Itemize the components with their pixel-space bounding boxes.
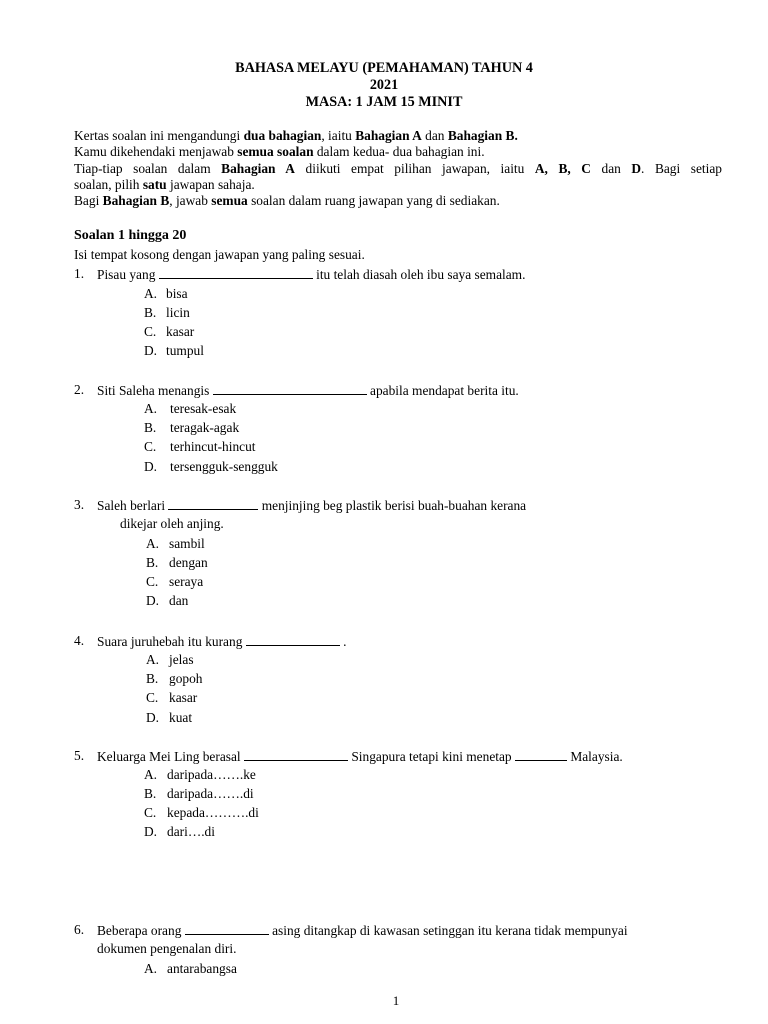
question-text: itu telah diasah oleh ibu saya semalam. [312,267,526,282]
question-6-continuation: dokumen pengenalan diri. [97,941,237,956]
option-text: dan [169,593,189,608]
instruction-text: . Bagi setiap [641,161,723,176]
question-text: apabila mendapat berita itu. [366,383,519,398]
answer-blank [159,266,313,279]
option-text: kasar [166,324,195,339]
instruction-emphasis: Bahagian B. [447,128,518,143]
question-text: Suara juruhebah itu kurang [97,634,246,649]
option-letter: B. [146,671,159,686]
option-text: antarabangsa [167,961,237,976]
question-text: . [339,634,347,649]
document-title: BAHASA MELAYU (PEMAHAMAN) TAHUN 4 [235,60,533,76]
option-letter: C. [144,324,157,339]
instruction-emphasis: Bahagian A [355,128,422,143]
question-text: Malaysia. [566,749,623,764]
question-text: Saleh berlari [97,498,169,513]
question-2-stem [97,382,519,399]
option-letter: B. [144,786,157,801]
option-letter: A. [144,401,158,416]
instruction-emphasis: A, B, C [534,161,591,176]
option-text: seraya [169,574,204,589]
option-letter: C. [144,805,157,820]
question-text: Keluarga Mei Ling berasal [97,749,244,764]
question-text: Singapura tetapi kini menetap [348,749,515,764]
instruction-text: dalam kedua- dua bahagian ini. [313,144,485,159]
question-1-stem [97,266,525,283]
instruction-text: diikuti empat pilihan jawapan, iaitu [294,161,535,176]
option-letter: A. [146,536,160,551]
option-letter: D. [146,710,160,725]
instruction-text: , jawab [169,193,212,208]
option-letter: D. [146,593,160,608]
question-text: Beberapa orang [97,923,185,938]
option-letter: A. [146,652,160,667]
option-letter: A. [144,286,158,301]
document-year: 2021 [369,77,399,93]
question-text: asing ditangkap di kawasan setinggan itu kerana tidak mempunyai [268,923,628,938]
instruction-emphasis: dua bahagian [243,128,322,143]
instruction-emphasis: semua [211,193,248,208]
question-number: 6. [74,922,85,937]
option-letter: C. [146,690,159,705]
instruction-text: , iaitu [321,128,356,143]
question-text: Pisau yang [97,267,159,282]
instruction-text: dan [421,128,448,143]
instruction-line-1 [74,128,518,144]
question-3-continuation: dikejar oleh anjing. [120,516,224,531]
question-number: 3. [74,497,85,512]
instruction-text: dan [590,161,632,176]
option-letter: D. [144,459,158,474]
option-letter: B. [146,555,159,570]
instruction-line-2 [74,144,485,160]
section-title: Soalan 1 hingga 20 [74,228,187,243]
question-6-stem [97,922,628,939]
option-text: licin [166,305,190,320]
option-text: kuat [169,710,193,725]
option-text: tumpul [166,343,204,358]
option-letter: B. [144,420,157,435]
option-text: daripada…….ke [167,767,256,782]
instruction-line-5 [74,193,500,209]
option-text: tersengguk-sengguk [170,459,278,474]
question-5-stem [97,748,623,765]
option-text: teresak-esak [170,401,237,416]
option-text: daripada…….di [167,786,254,801]
question-number: 2. [74,382,85,397]
question-number: 1. [74,266,85,281]
question-text: menjinjing beg plastik berisi buah-buahan kerana [258,498,527,513]
option-text: bisa [166,286,188,301]
instruction-text: soalan dalam ruang jawapan yang di sediakan. [247,193,500,208]
instruction-text: jawapan sahaja. [166,177,255,192]
question-text: Siti Saleha menangis [97,383,213,398]
option-text: sambil [169,536,205,551]
document-duration: MASA: 1 JAM 15 MINIT [305,94,463,110]
option-text: kepada……….di [167,805,259,820]
option-letter: D. [144,343,158,358]
section-instruction: Isi tempat kosong dengan jawapan yang paling sesuai. [74,247,365,262]
instruction-emphasis: Bahagian B [102,193,170,208]
question-4-stem [97,633,346,650]
instruction-text: soalan, pilih [74,177,143,192]
instruction-line-4 [74,177,255,193]
option-text: teragak-agak [170,420,240,435]
option-text: jelas [169,652,194,667]
option-text: dari….di [167,824,215,839]
option-text: kasar [169,690,198,705]
option-letter: A. [144,767,158,782]
option-text: dengan [169,555,208,570]
instruction-line-3 [74,161,722,177]
option-letter: B. [144,305,157,320]
instruction-text: Bagi [74,193,103,208]
answer-blank [246,633,340,646]
option-letter: C. [144,439,157,454]
instruction-emphasis: satu [142,177,167,192]
option-text: gopoh [169,671,203,686]
page-number: 1 [392,993,400,1008]
answer-blank [244,748,348,761]
option-letter: A. [144,961,158,976]
instruction-emphasis: Bahagian A [221,161,295,176]
answer-blank [213,382,367,395]
answer-blank [515,748,567,761]
option-text: terhincut-hincut [170,439,256,454]
instruction-emphasis: D [631,161,642,176]
question-number: 5. [74,748,85,763]
question-number: 4. [74,633,85,648]
instruction-emphasis: semua soalan [237,144,314,159]
answer-blank [185,922,269,935]
option-letter: D. [144,824,158,839]
instruction-text: Kamu dikehendaki menjawab [74,144,238,159]
question-3-stem [97,497,526,514]
instruction-text: Tiap-tiap soalan dalam [74,161,222,176]
option-letter: C. [146,574,159,589]
instruction-text: Kertas soalan ini mengandungi [74,128,244,143]
answer-blank [168,497,258,510]
